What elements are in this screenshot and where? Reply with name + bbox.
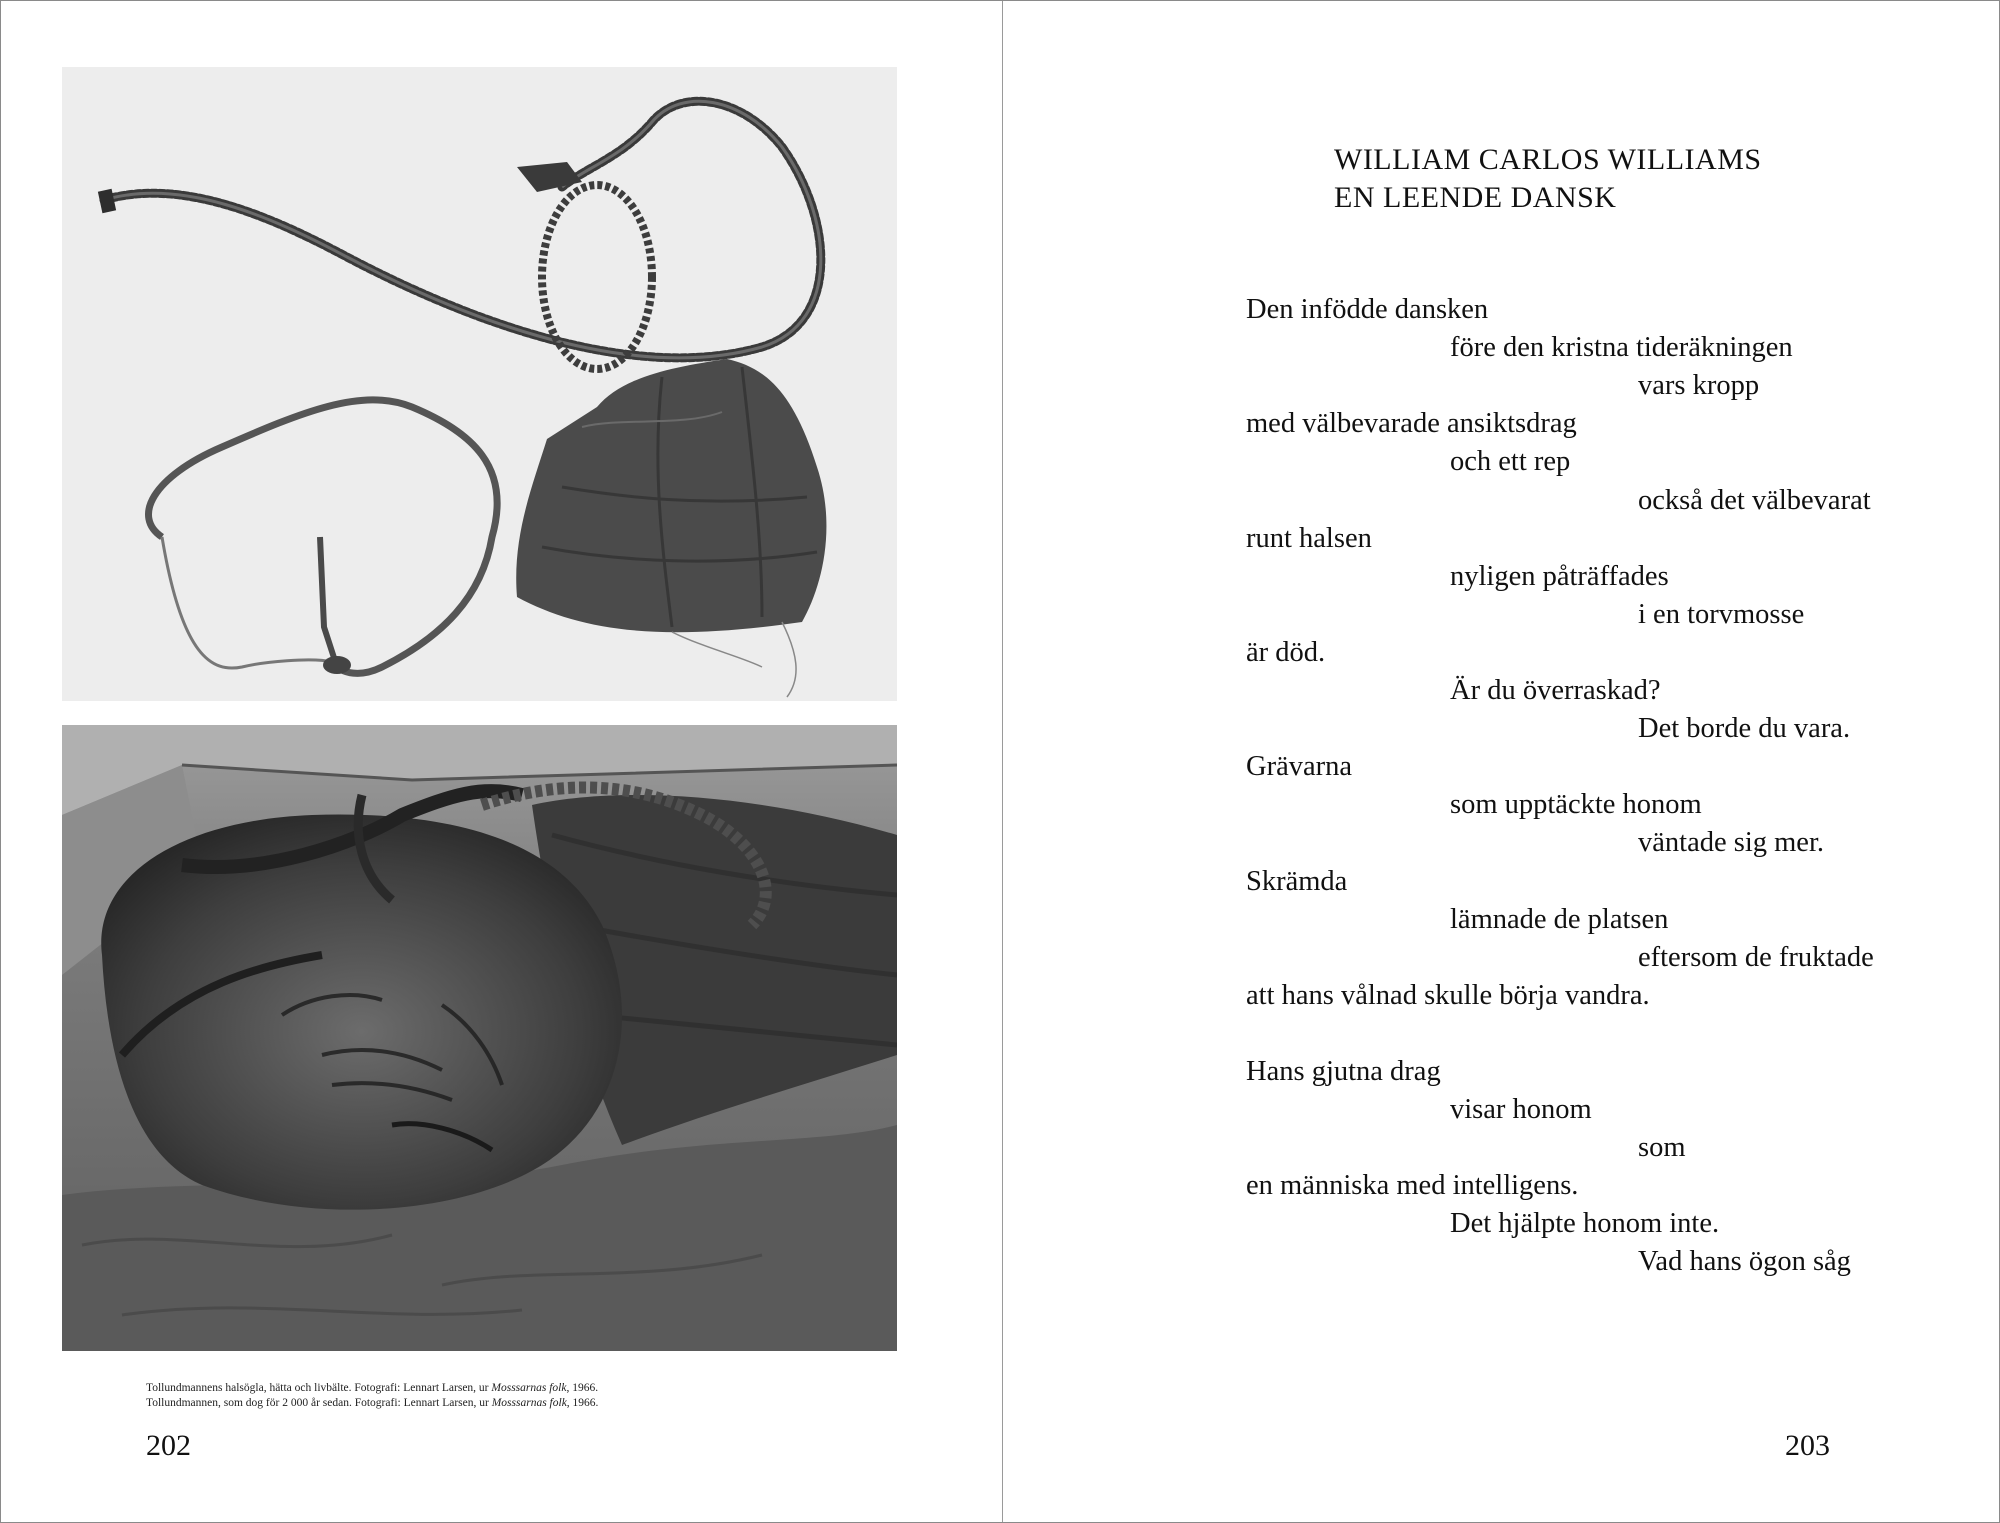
- poem-line: Det borde du vara.: [1638, 713, 1851, 745]
- poem-line: vars kropp: [1638, 370, 1760, 402]
- poem-author: WILLIAM CARLOS WILLIAMS: [1334, 143, 1762, 176]
- poem-line: väntade sig mer.: [1638, 827, 1824, 859]
- poem-line: runt halsen: [1246, 522, 1372, 554]
- poem-line: Hans gjutna drag: [1246, 1055, 1441, 1087]
- poem-line: att hans vålnad skulle börja vandra.: [1246, 979, 1650, 1011]
- poem-line: med välbevarade ansiktsdrag: [1246, 408, 1577, 440]
- poem-line: före den kristna tideräkningen: [1450, 332, 1793, 364]
- page-number-right: 203: [1785, 1429, 1830, 1462]
- poem-title: EN LEENDE DANSK: [1334, 181, 1617, 214]
- page-number-left: 202: [146, 1429, 191, 1462]
- book-gutter: [1002, 1, 1003, 1522]
- poem-line: Den infödde dansken: [1246, 294, 1489, 325]
- caption-line-2: Tollundmannen, som dog för 2 000 år sedan. Fotografi: Lennart Larsen, ur Mosssarnas folk, 1966.: [146, 1397, 599, 1409]
- poem-line: är död.: [1246, 636, 1326, 668]
- photo-caption: [146, 1381, 598, 1411]
- photo-noose-cap-belt: [62, 67, 897, 701]
- bog-body-illustration: [62, 725, 897, 1351]
- poem-line: Skrämda: [1246, 865, 1348, 897]
- poem-line: nyligen påträffades: [1450, 560, 1669, 592]
- poem-line: Det hjälpte honom inte.: [1450, 1208, 1720, 1240]
- poem-line: i en torvmosse: [1638, 598, 1805, 630]
- poem-line: som upptäckte honom: [1450, 789, 1702, 821]
- photo-tollund-man: [62, 725, 897, 1351]
- poem-heading: [1334, 141, 1762, 217]
- poem-line: eftersom de fruktade: [1638, 941, 1874, 973]
- poem-line: som: [1638, 1132, 1686, 1164]
- poem-line: och ett rep: [1450, 446, 1571, 478]
- artifacts-illustration: [62, 67, 897, 701]
- caption-line-1: Tollundmannens halsögla, hätta och livbälte. Fotografi: Lennart Larsen, ur Mosssarnas folk, 1966.: [146, 1382, 599, 1394]
- poem-line: också det välbevarat: [1638, 484, 1871, 516]
- poem-line: Grävarna: [1246, 751, 1353, 783]
- poem-line: Vad hans ögon såg: [1638, 1246, 1851, 1278]
- poem-line: lämnade de platsen: [1450, 903, 1669, 935]
- poem-line: visar honom: [1450, 1094, 1592, 1125]
- poem-line: en människa med intelligens.: [1246, 1170, 1579, 1202]
- poem-line: Är du överraskad?: [1450, 675, 1661, 706]
